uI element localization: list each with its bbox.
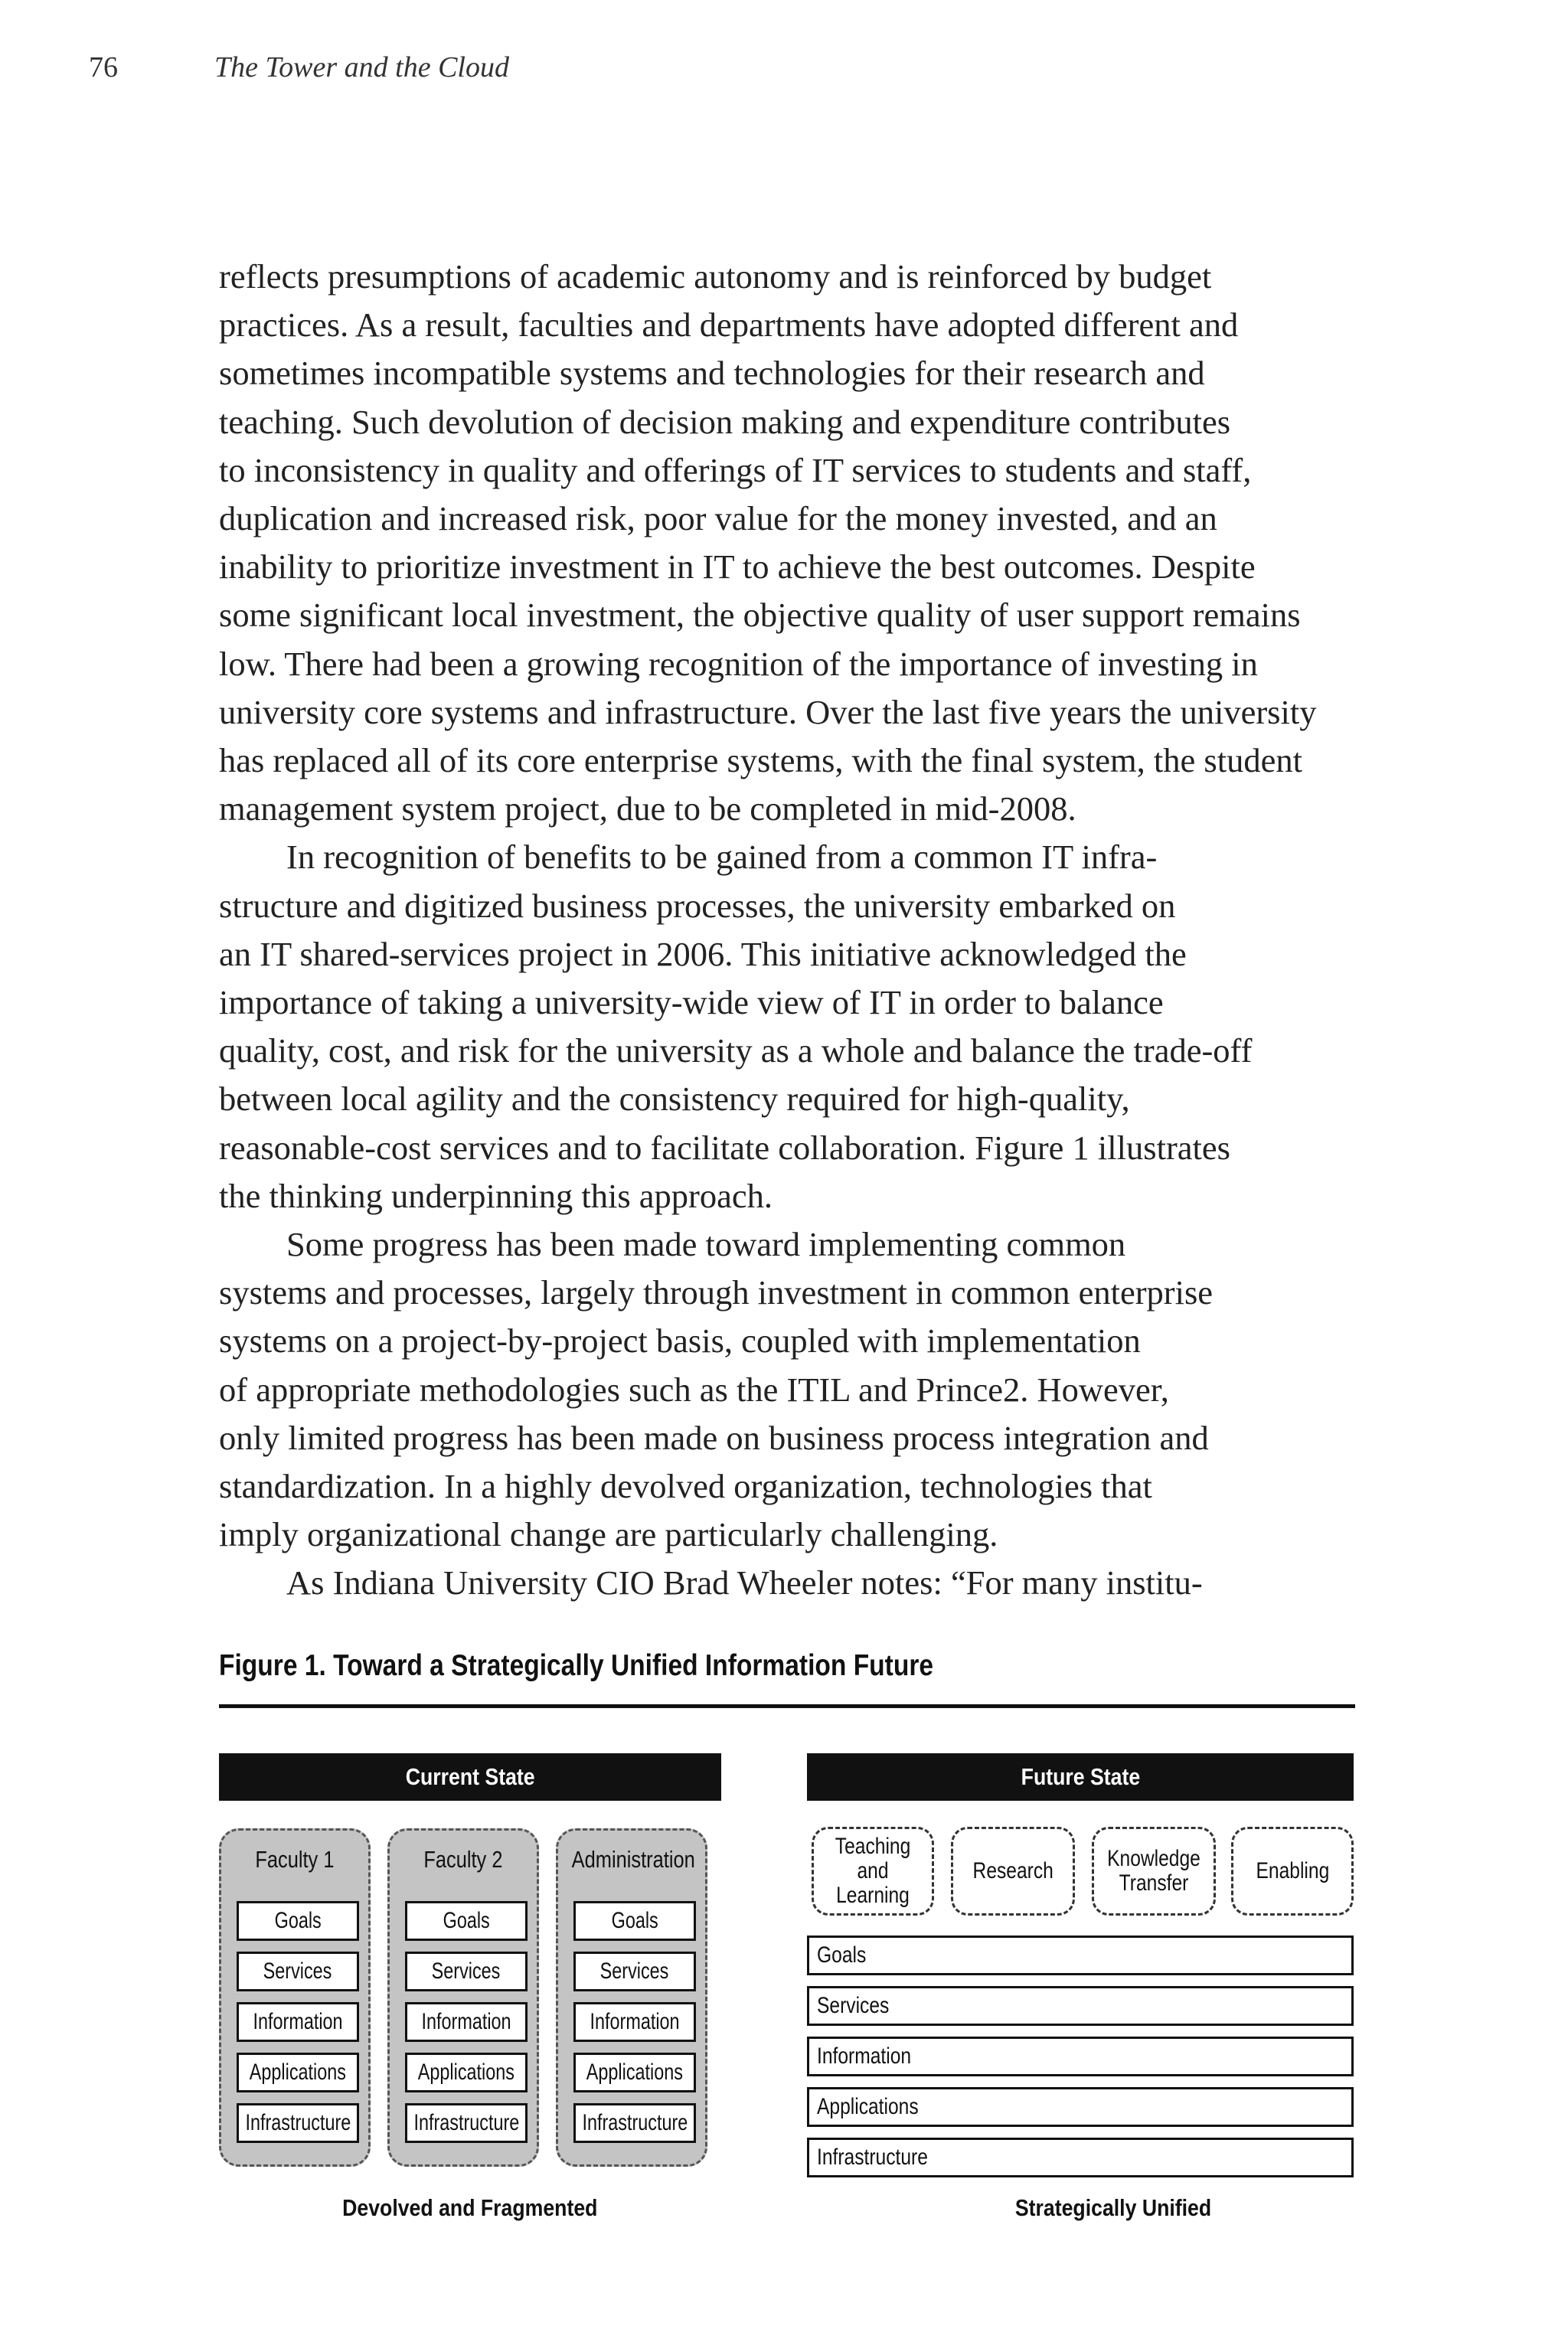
column-label	[390, 1846, 537, 1873]
text-line: the thinking underpinning this approach.	[219, 1176, 773, 1215]
figure-title: Figure 1. Toward a Strategically Unified Information Future	[219, 1649, 934, 1682]
layer-box	[237, 2103, 359, 2143]
layer-label: Goals	[274, 1908, 322, 1933]
text-line: between local agility and the consistency required for high-quality,	[219, 1080, 1130, 1119]
text-line	[219, 1559, 1360, 1607]
current-state-header-label: Current State	[405, 1763, 535, 1790]
text-line: standardization. In a highly devolved organization, technologies that	[219, 1467, 1152, 1506]
layer-box	[573, 1952, 696, 1991]
layer-box	[573, 2103, 696, 2143]
text-line: of appropriate methodologies such as the ITIL and Prince2. However,	[219, 1370, 1169, 1409]
layer-box	[237, 1901, 359, 1941]
text-line: systems on a project-by-project basis, coupled with implementation	[219, 1321, 1141, 1361]
text-line: importance of taking a university-wide view of IT in order to balance	[219, 983, 1164, 1022]
layer-label: Services	[600, 1958, 669, 1984]
layer-label: Goals	[817, 1942, 867, 1968]
text-line: sometimes incompatible systems and technologies for their research and	[219, 354, 1205, 393]
text-line: university core systems and infrastructure. Over the last five years the university	[219, 692, 1317, 731]
layer-label: Information	[421, 2009, 511, 2034]
running-head	[89, 51, 509, 84]
layer-box	[405, 1901, 528, 1941]
text-line: structure and digitized business processes, the university embarked on	[219, 886, 1176, 925]
layer-box	[405, 1952, 528, 1991]
text-line: inability to prioritize investment in IT to achieve the best outcomes. Despite	[219, 547, 1256, 586]
current-state-header	[219, 1753, 721, 1801]
future-state-header-label: Future State	[1021, 1763, 1140, 1790]
text-line-content: Some progress has been made toward implementing common	[286, 1225, 1126, 1264]
column-label-text: Faculty 1	[255, 1846, 335, 1873]
body-text	[219, 253, 1360, 1608]
domain-teaching-and-learning	[812, 1827, 934, 1916]
domain-label: Enabling	[1256, 1858, 1329, 1883]
future-layer-infrastructure	[807, 2138, 1354, 2177]
domain-label: Research	[972, 1858, 1054, 1883]
text-line	[219, 833, 1360, 881]
text-line-content: As Indiana University CIO Brad Wheeler notes: “For many institu-	[286, 1563, 1203, 1602]
faculty-1-column	[219, 1828, 371, 2167]
layer-box	[573, 2053, 696, 2092]
layer-label: Services	[263, 1958, 332, 1984]
layer-box	[237, 2053, 359, 2092]
layer-label: Applications	[249, 2060, 347, 2085]
future-layer-applications	[807, 2087, 1354, 2127]
column-label-text: Faculty 2	[423, 1846, 503, 1873]
paragraph-2	[219, 833, 1360, 1220]
layer-box	[405, 2053, 528, 2092]
text-line: quality, cost, and risk for the university as a whole and balance the trade-off	[219, 1031, 1253, 1070]
domain-label: Teaching and Learning	[835, 1834, 911, 1908]
column-label-text: Administration	[571, 1846, 695, 1873]
layer-label: Infrastructure	[817, 2145, 928, 2170]
text-line: systems and processes, largely through investment in common enterprise	[219, 1273, 1214, 1312]
text-line: teaching. Such devolution of decision making and expenditure contributes	[219, 402, 1231, 441]
text-line: to inconsistency in quality and offerings of IT services to students and staff,	[219, 450, 1252, 489]
text-line: management system project, due to be completed in mid-2008.	[219, 789, 1076, 828]
column-label	[558, 1846, 705, 1873]
layer-box	[405, 2002, 528, 2042]
text-line: low. There had been a growing recognition of the importance of investing in	[219, 644, 1258, 683]
domain-research	[951, 1827, 1075, 1916]
column-label	[221, 1846, 368, 1873]
paragraph-3	[219, 1220, 1360, 1559]
layer-box	[237, 1952, 359, 1991]
layer-label: Goals	[611, 1908, 658, 1933]
layer-label: Applications	[586, 2060, 684, 2085]
figure-rule	[219, 1704, 1355, 1708]
layer-box	[405, 2103, 528, 2143]
future-layer-services	[807, 1986, 1354, 2026]
book-title: The Tower and the Cloud	[214, 51, 509, 83]
text-line: has replaced all of its core enterprise systems, with the final system, the student	[219, 741, 1302, 780]
page-number: 76	[89, 51, 118, 83]
layer-box	[573, 2002, 696, 2042]
text-line-content: In recognition of benefits to be gained from a common IT infra-	[286, 838, 1158, 877]
layer-label: Infrastructure	[245, 2110, 351, 2135]
text-line: only limited progress has been made on business process integration and	[219, 1418, 1209, 1457]
layer-label: Applications	[417, 2060, 515, 2085]
domain-enabling	[1231, 1827, 1354, 1916]
domain-label: Knowledge Transfer	[1107, 1846, 1200, 1896]
future-state-caption	[884, 2194, 1343, 2222]
faculty-2-column	[387, 1828, 539, 2167]
text-line: duplication and increased risk, poor value for the money invested, and an	[219, 499, 1217, 538]
layer-label: Infrastructure	[582, 2110, 688, 2135]
layer-label: Applications	[817, 2094, 919, 2119]
layer-label: Services	[817, 1993, 890, 2018]
current-state-caption	[219, 2194, 721, 2222]
paragraph-1	[219, 253, 1360, 833]
text-line: an IT shared-services project in 2006. This initiative acknowledged the	[219, 934, 1187, 973]
layer-label: Infrastructure	[413, 2110, 519, 2135]
text-line: practices. As a result, faculties and departments have adopted different and	[219, 305, 1239, 345]
domain-knowledge-transfer	[1092, 1827, 1216, 1916]
layer-box	[573, 1901, 696, 1941]
current-state-caption-text: Devolved and Fragmented	[342, 2194, 598, 2221]
administration-column	[556, 1828, 707, 2167]
layer-label: Information	[253, 2009, 343, 2034]
layer-label: Information	[590, 2009, 680, 2034]
future-state-header	[807, 1753, 1354, 1801]
paragraph-4	[219, 1559, 1360, 1607]
text-line: some significant local investment, the objective quality of user support remains	[219, 596, 1301, 635]
text-line: imply organizational change are particularly challenging.	[219, 1515, 998, 1554]
future-layer-information	[807, 2037, 1354, 2076]
layer-label: Services	[432, 1958, 501, 1984]
text-line: reflects presumptions of academic autonomy and is reinforced by budget	[219, 257, 1212, 296]
layer-label: Goals	[443, 1908, 490, 1933]
layer-label: Information	[817, 2043, 912, 2069]
text-line	[219, 1220, 1360, 1269]
layer-box	[237, 2002, 359, 2042]
future-layer-goals	[807, 1936, 1354, 1975]
future-state-caption-text: Strategically Unified	[1014, 2194, 1212, 2221]
text-line: reasonable-cost services and to facilitate collaboration. Figure 1 illustrates	[219, 1128, 1230, 1167]
